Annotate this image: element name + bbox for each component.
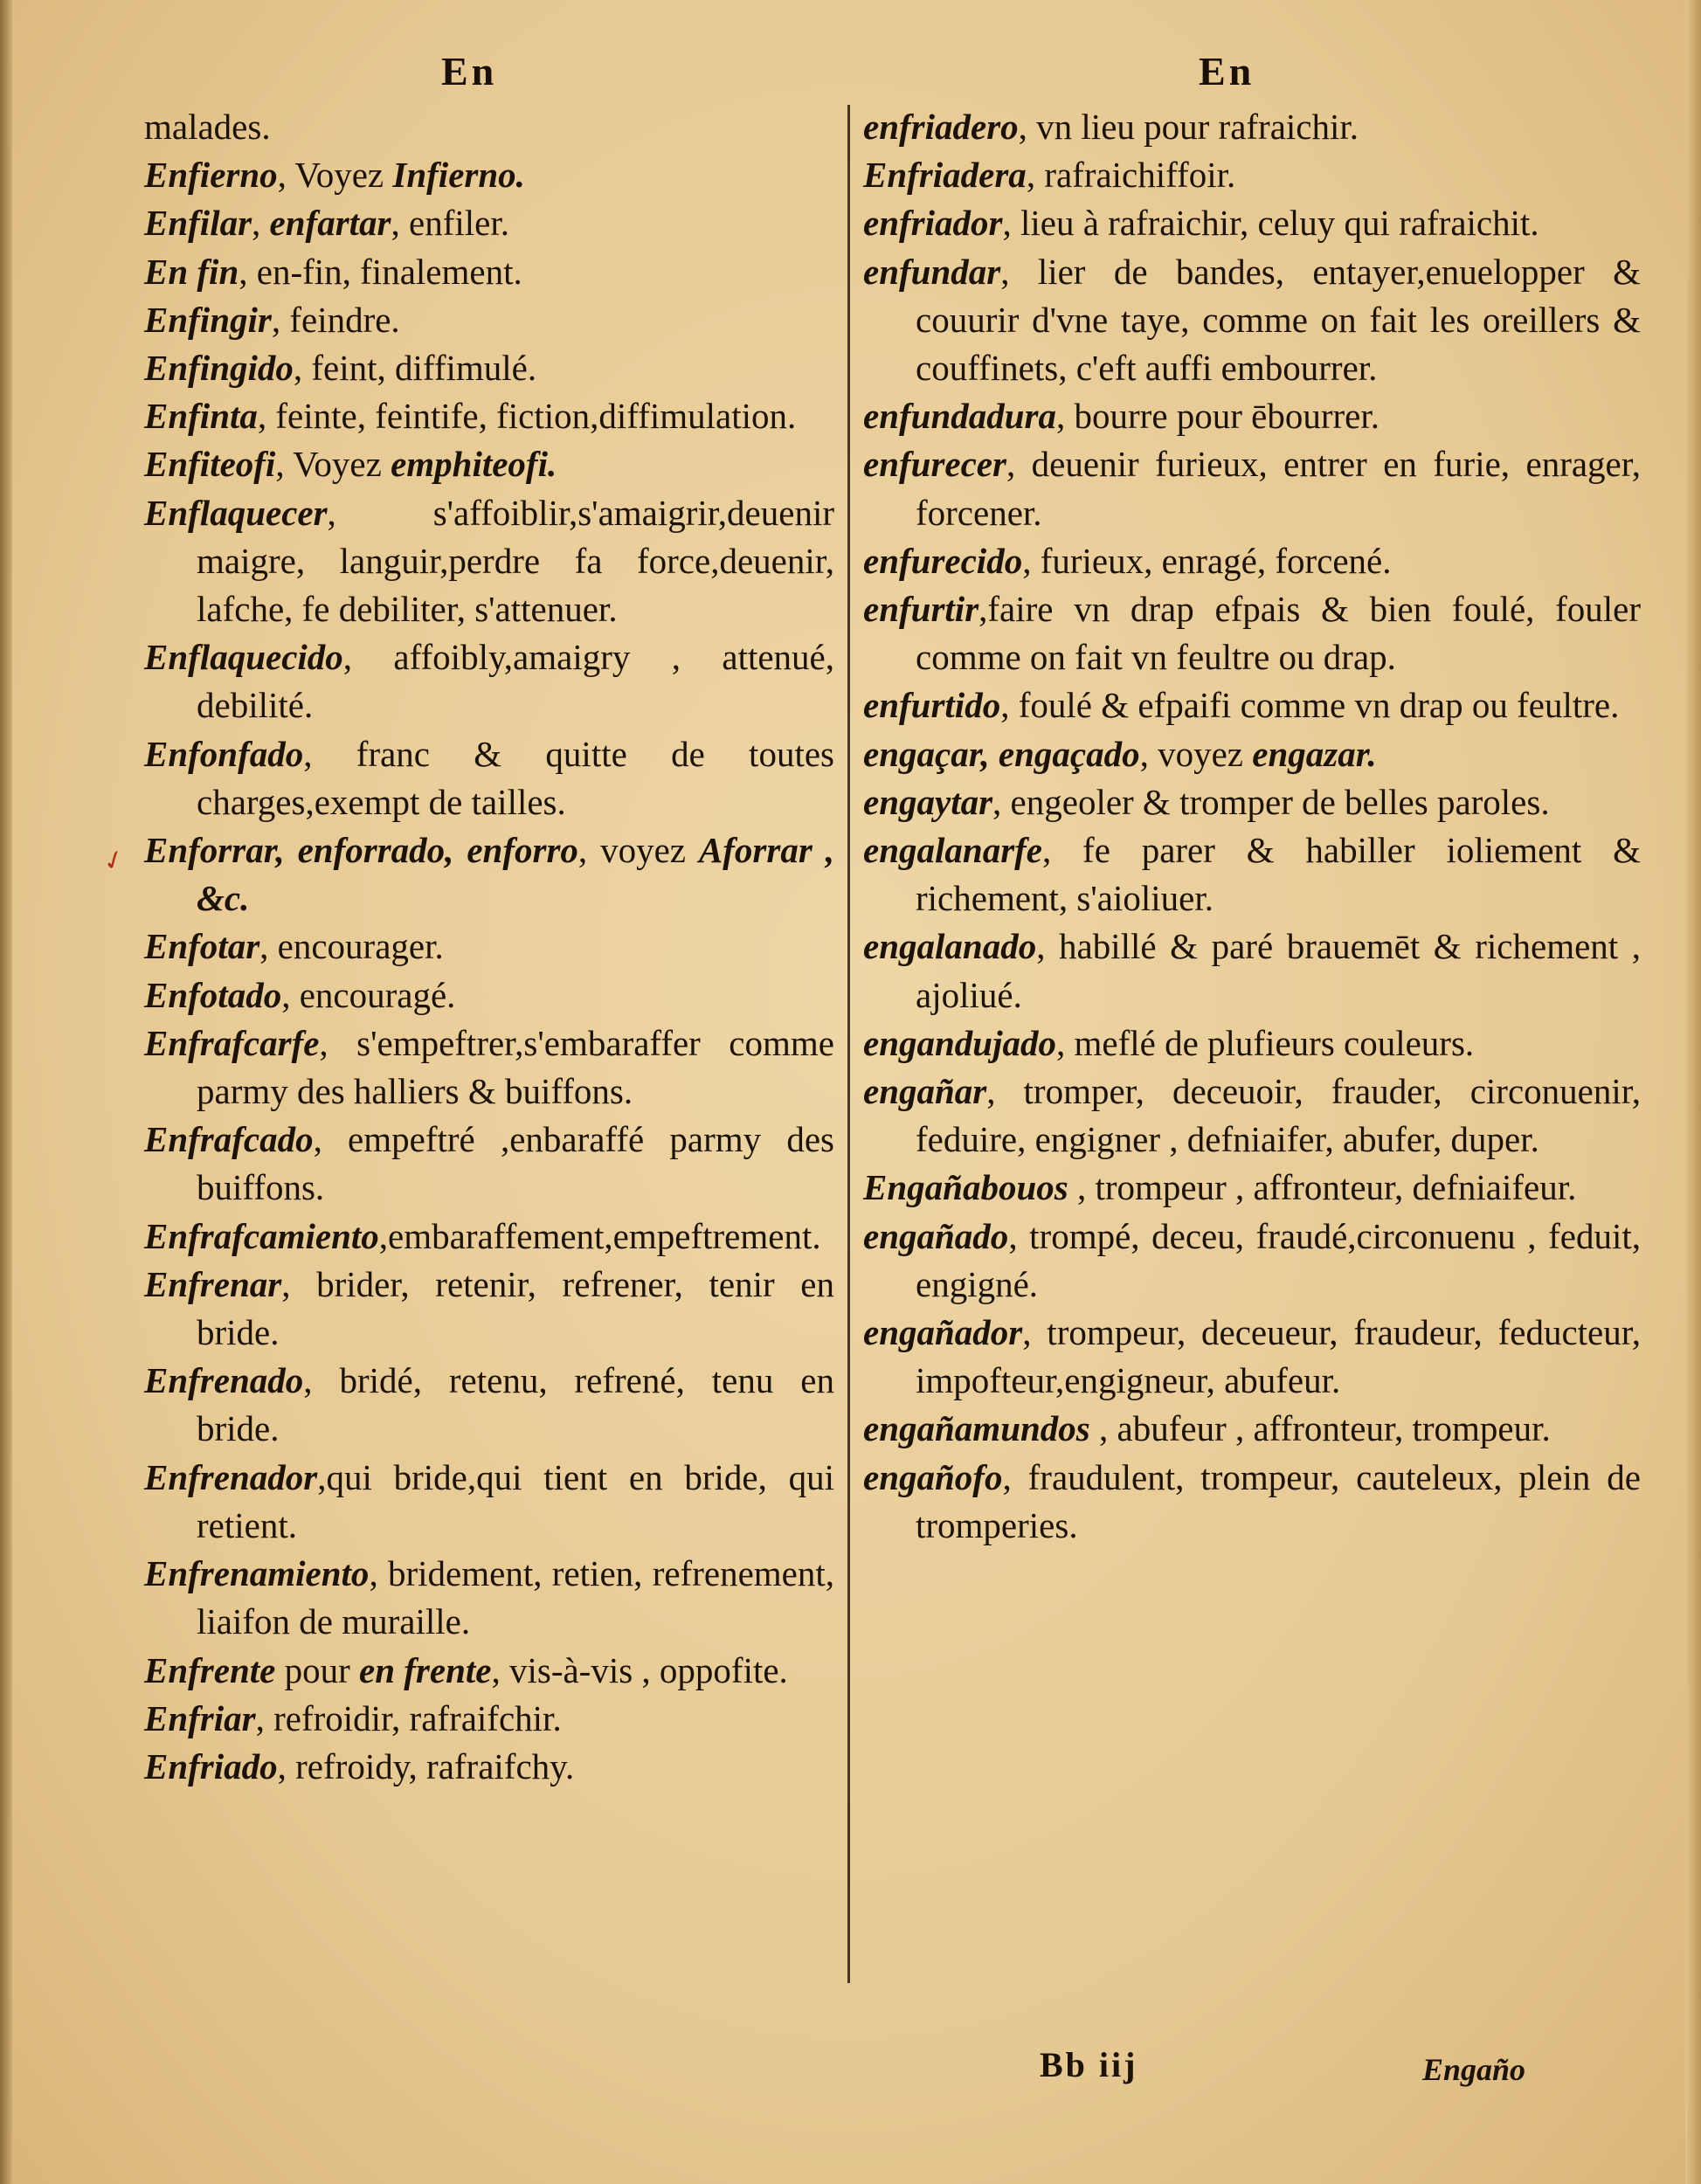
dictionary-entry xyxy=(863,778,1641,826)
entry-definition-tail: , enfiler. xyxy=(391,203,509,244)
entry-headword: enfriadero xyxy=(863,107,1019,147)
entry-definition: , lieu à rafraichir, celuy qui rafraichit. xyxy=(1002,203,1539,244)
running-head-right: En xyxy=(1199,49,1255,93)
entry-headword: Enfilar xyxy=(144,203,252,244)
entry-headword: Enfierno xyxy=(144,155,278,196)
entry-definition: , Voyez xyxy=(277,155,393,196)
right-column xyxy=(863,103,1641,1550)
entry-definition: , encouragé. xyxy=(281,974,456,1015)
dictionary-entry xyxy=(863,826,1641,923)
entry-definition: , s'empeftrer,s'embaraffer comme parmy des halliers & buiffons. xyxy=(197,1022,834,1112)
entry-definition: ,qui bride,qui tient en bride, qui retient. xyxy=(197,1456,834,1545)
entry-definition: , rafraichiffoir. xyxy=(1026,155,1236,196)
entry-headword: engaçar, engaçado xyxy=(863,733,1140,774)
dictionary-entry xyxy=(144,1357,834,1453)
dictionary-entry xyxy=(863,1454,1641,1550)
entry-definition: , bridé, retenu, refrené, tenu en bride. xyxy=(197,1360,834,1449)
entry-headword: Enfrafcado xyxy=(144,1119,314,1160)
dictionary-entry xyxy=(144,296,834,344)
entry-definition: , trompé, deceu, fraudé,circonuenu , feduit, engigné. xyxy=(916,1215,1641,1304)
entry-headword: engañofo xyxy=(863,1456,1003,1497)
dictionary-entry xyxy=(144,1743,834,1791)
entry-headword-variant: enfartar xyxy=(269,203,391,244)
entry-definition: , foulé & efpaifi comme vn drap ou feultre. xyxy=(1000,685,1620,726)
page-edge-right xyxy=(1685,0,1701,2184)
dictionary-entry xyxy=(144,1550,834,1646)
dictionary-entry xyxy=(144,151,834,199)
entry-definition: , voyez xyxy=(577,830,699,871)
dictionary-entry xyxy=(144,199,834,247)
dictionary-entry xyxy=(144,826,834,923)
dictionary-entry xyxy=(144,344,834,392)
entry-headword: En fin xyxy=(144,251,239,292)
entry-headword: Enflaquecido xyxy=(144,637,343,678)
entry-definition: , franc & quitte de toutes charges,exempt de tailles. xyxy=(197,733,834,822)
entry-headword: Enfriado xyxy=(144,1745,278,1787)
entry-headword: Enfrenador xyxy=(144,1456,318,1497)
entry-headword: Enfriar xyxy=(144,1697,256,1738)
entry-definition: , habillé & paré brauemēt & richement , ajoliué. xyxy=(916,926,1641,1015)
entry-headword: engañador xyxy=(863,1312,1023,1353)
running-head-left: En xyxy=(441,49,498,93)
dictionary-entry xyxy=(144,633,834,729)
dictionary-entry xyxy=(144,1695,834,1743)
entry-cross-reference: Aforrar , &c. xyxy=(197,830,834,919)
dictionary-entry xyxy=(144,971,834,1019)
dictionary-entry xyxy=(144,1261,834,1357)
dictionary-entry xyxy=(144,1647,834,1695)
entry-definition: , bourre pour ēbourrer. xyxy=(1056,396,1380,437)
dictionary-entry xyxy=(144,1116,834,1212)
entry-definition: pour xyxy=(275,1649,360,1690)
catchword: Engaño xyxy=(1422,2052,1526,2087)
dictionary-entry xyxy=(144,730,834,826)
entry-headword: Enfrafcamiento xyxy=(144,1215,379,1256)
entry-definition: , xyxy=(252,203,270,244)
entry-definition: , brider, retenir, refrener, tenir en bride. xyxy=(197,1263,834,1353)
entry-headword: Enfotar xyxy=(144,926,260,967)
dictionary-entry xyxy=(863,103,1641,151)
entry-definition: , meflé de plufieurs couleurs. xyxy=(1056,1022,1475,1063)
dictionary-entry xyxy=(144,440,834,488)
dictionary-entry xyxy=(144,1213,834,1261)
dictionary-entry xyxy=(863,1309,1641,1405)
dictionary-entry xyxy=(144,1454,834,1550)
left-column xyxy=(144,103,834,1791)
dictionary-entry xyxy=(144,489,834,634)
entry-definition: , bridement, retien, refrenement, liaifon de muraille. xyxy=(197,1553,834,1642)
entry-definition: , empeftré ,enbaraffé parmy des buiffons. xyxy=(197,1119,834,1208)
dictionary-entry xyxy=(863,730,1641,778)
entry-definition: , furieux, enragé, forcené. xyxy=(1022,540,1392,581)
entry-definition-tail: , vis-à-vis , oppofite. xyxy=(491,1649,788,1690)
entry-cross-reference: Infierno. xyxy=(392,155,525,196)
entry-headword: Engañabouos xyxy=(863,1167,1068,1208)
entry-headword: Enfriadera xyxy=(863,155,1027,196)
dictionary-entry xyxy=(863,199,1641,247)
entry-headword: Enfrente xyxy=(144,1649,276,1690)
entry-headword: enfurecer xyxy=(863,444,1006,485)
entry-headword: engalanarfe xyxy=(863,830,1042,871)
entry-definition: , feindre. xyxy=(271,299,400,340)
entry-headword: Enforrar, enforrado, enforro xyxy=(144,830,578,871)
entry-definition: , feinte, feintife, fiction,diffimulation. xyxy=(257,396,797,437)
entry-headword: Enfrenado xyxy=(144,1360,304,1401)
dictionary-entry xyxy=(863,151,1641,199)
entry-headword: engaytar xyxy=(863,781,993,822)
dictionary-entry xyxy=(863,1213,1641,1309)
dictionary-entry xyxy=(863,537,1641,585)
margin-mark-icon: ✓ xyxy=(98,842,130,880)
dictionary-entry xyxy=(863,1019,1641,1068)
entry-definition: , trompeur , affronteur, defniaifeur. xyxy=(1068,1167,1577,1208)
entry-headword: engandujado xyxy=(863,1022,1056,1063)
entry-definition: , encourager. xyxy=(259,926,444,967)
entry-headword: enfurtir xyxy=(863,589,979,630)
entry-headword: enfurtido xyxy=(863,685,1001,726)
entry-headword: Enfrenar xyxy=(144,1263,282,1304)
entry-headword: engalanado xyxy=(863,926,1037,967)
entry-headword: Enfiteofi xyxy=(144,444,276,485)
entry-definition: ,embaraffement,empeftrement. xyxy=(378,1215,821,1256)
entry-headword: enfurecido xyxy=(863,540,1023,581)
entry-definition: , en-fin, finalement. xyxy=(239,251,522,292)
entry-definition: malades. xyxy=(144,107,271,147)
entry-cross-reference: emphiteofi. xyxy=(391,444,557,485)
entry-definition: , Voyez xyxy=(275,444,391,485)
dictionary-entry xyxy=(144,103,834,151)
entry-definition: , feint, diffimulé. xyxy=(293,348,537,389)
entry-definition: ,faire vn drap efpais & bien foulé, fouler comme on fait vn feultre ou drap. xyxy=(916,589,1641,678)
entry-definition: , lier de bandes, entayer,enuelopper & couurir d'vne taye, comme on fait les oreillers & couffinets, c'eft auffi embourrer. xyxy=(916,251,1641,389)
entry-definition: , deuenir furieux, entrer en furie, enrager, forcener. xyxy=(916,444,1641,533)
entry-headword: Enfinta xyxy=(144,396,258,437)
entry-cross-reference: engazar. xyxy=(1252,733,1377,774)
entry-headword: enfundar xyxy=(863,251,1001,292)
entry-definition: , refroidy, rafraifchy. xyxy=(277,1745,575,1787)
entry-definition: , fraudulent, trompeur, cauteleux, plein de tromperies. xyxy=(916,1456,1641,1545)
column-divider xyxy=(847,105,850,1983)
dictionary-entry xyxy=(863,392,1641,440)
dictionary-entry xyxy=(144,248,834,296)
entry-definition: , affoibly,amaigry , attenué, debilité. xyxy=(197,637,834,726)
dictionary-entry xyxy=(863,585,1641,681)
entry-headword: enfriador xyxy=(863,203,1003,244)
entry-definition: , fe parer & habiller ioliement & richement, s'aioliuer. xyxy=(916,830,1641,919)
dictionary-entry xyxy=(144,923,834,971)
entry-headword: engañamundos xyxy=(863,1408,1090,1449)
dictionary-entry xyxy=(863,1405,1641,1453)
entry-headword: Enfrenamiento xyxy=(144,1553,370,1594)
dictionary-entry xyxy=(144,392,834,440)
entry-headword: Enfotado xyxy=(144,974,282,1015)
entry-definition: , abufeur , affronteur, trompeur. xyxy=(1089,1408,1551,1449)
dictionary-entry xyxy=(863,681,1641,729)
entry-definition: , refroidir, rafraifchir. xyxy=(255,1697,562,1738)
entry-definition: , engeoler & tromper de belles paroles. xyxy=(992,781,1550,822)
dictionary-entry xyxy=(863,248,1641,393)
entry-cross-reference: en frente xyxy=(359,1649,492,1690)
dictionary-entry xyxy=(863,1164,1641,1212)
signature-mark: Bb iij xyxy=(1040,2045,1138,2084)
entry-definition: , s'affoiblir,s'amaigrir,deuenir maigre, languir,perdre fa force,deuenir, lafche, fe debiliter, s'attenuer. xyxy=(197,492,834,630)
entry-headword: enfundadura xyxy=(863,396,1057,437)
dictionary-entry xyxy=(144,1019,834,1116)
entry-headword: engañado xyxy=(863,1215,1009,1256)
entry-headword: Enflaquecer xyxy=(144,492,328,533)
entry-headword: engañar xyxy=(863,1071,987,1112)
entry-headword: Enfingir xyxy=(144,299,272,340)
dictionary-entry xyxy=(863,440,1641,536)
dictionary-entry xyxy=(863,1068,1641,1164)
dictionary-entry xyxy=(863,923,1641,1019)
entry-headword: Enfingido xyxy=(144,348,294,389)
entry-definition: , voyez xyxy=(1139,733,1253,774)
entry-headword: Enfonfado xyxy=(144,733,304,774)
entry-headword: Enfrafcarfe xyxy=(144,1022,320,1063)
page-edge-left xyxy=(0,0,12,2184)
entry-definition: , trompeur, deceueur, fraudeur, feducteur, impofteur,engigneur, abufeur. xyxy=(916,1312,1641,1401)
entry-definition: , tromper, deceuoir, frauder, circonuenir, feduire, engigner , defniaifer, abufer, duper. xyxy=(916,1071,1641,1160)
entry-definition: , vn lieu pour rafraichir. xyxy=(1018,107,1359,147)
